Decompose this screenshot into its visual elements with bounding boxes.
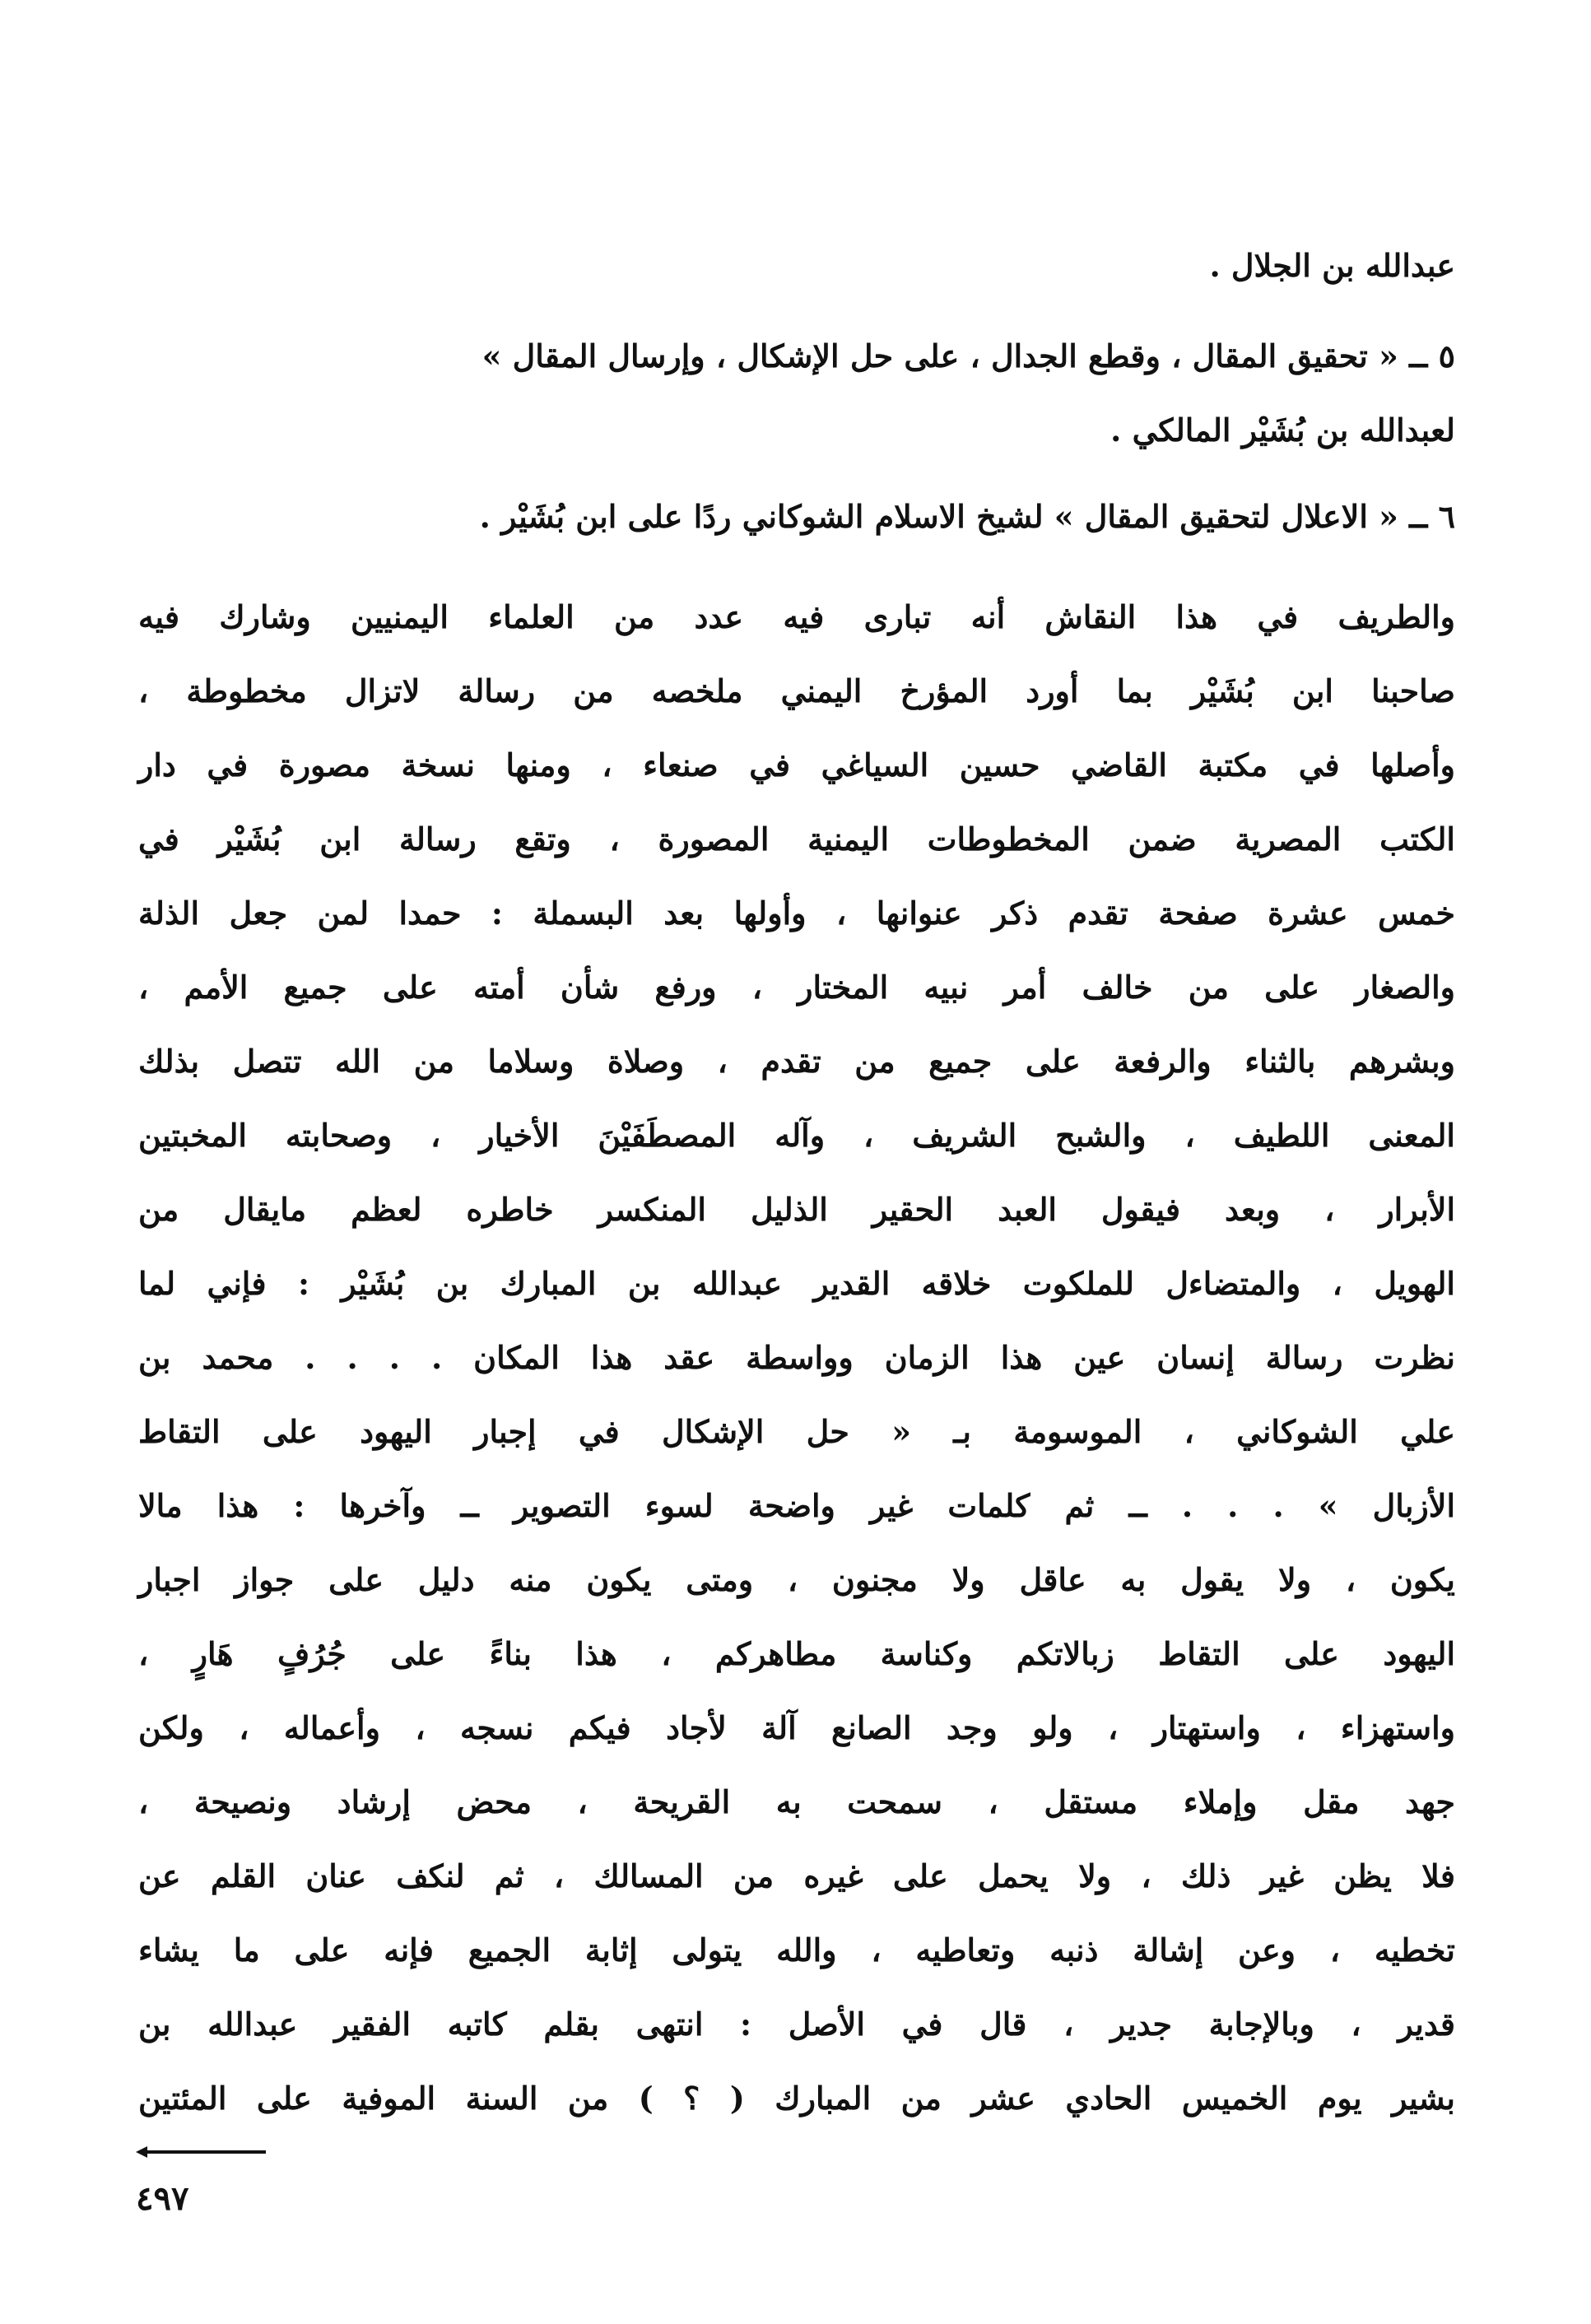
paragraph-line: نظرت رسالة إنسان عين هذا الزمان وواسطة عقد هذا المكان . . . . محمد بن [138,1339,1455,1376]
paragraph-line: والصغار على من خالف أمر نبيه المختار ، ورفع شأن أمته على جميع الأمم ، [138,969,1455,1006]
paragraph-line: الكتب المصرية ضمن المخطوطات اليمنية المصورة ، وتقع رسالة ابن بُشَيْر في [138,820,1455,858]
list-item-6-line-1: ٦ ــ « الاعلال لتحقيق المقال » لشيخ الاسلام الشوكاني ردًا على ابن بُشَيْر . [479,498,1455,535]
paragraph-line: علي الشوكاني ، الموسومة بـ « حل الإشكال في إجبار اليهود على التقاط [138,1413,1455,1450]
paragraph-line: الهويل ، والمتضاءل للملكوت خلاقه القدير عبدالله بن المبارك بن بُشَيْر : فإني لما [138,1265,1455,1302]
paragraph-line: والطريف في هذا النقاش أنه تبارى فيه عدد من العلماء اليمنيين وشارك فيه [138,598,1455,635]
page-number: ٤٩٧ [136,2179,189,2218]
paragraph-line: الأزبال » . . . ــ ثم كلمات غير واضحة لسوء التصوير ــ وآخرها : هذا مالا [138,1487,1455,1524]
paragraph-line: صاحبنا ابن بُشَيْر بما أورد المؤرخ اليمني ملخصه من رسالة لاتزال مخطوطة ، [138,672,1455,709]
list-item-5-line-2: لعبدالله بن بُشَيْر المالكي . [1110,411,1455,449]
paragraph-line: بشير يوم الخميس الحادي عشر من المبارك ( ؟ ) من السنة الموفية على المئتين [138,2080,1455,2117]
list-item-5-line-1: ٥ ــ « تحقيق المقال ، وقطع الجدال ، على حل الإشكال ، وإرسال المقال » [481,337,1455,374]
paragraph-line: تخطيه ، وعن إشالة ذنبه وتعاطيه ، والله يتولى إثابة الجميع فإنه على ما يشاء [138,1931,1455,1968]
paragraph-line: قدير ، وبالإجابة جدير ، قال في الأصل : انتهى بقلم كاتبه الفقير عبدالله بن [138,2006,1455,2043]
paragraph-line: يكون ، ولا يقول به عاقل ولا مجنون ، ومتى يكون منه دليل على جواز اجبار [138,1561,1455,1598]
paragraph-line: الأبرار ، وبعد فيقول العبد الحقير الذليل المنكسر خاطره لعظم مايقال من [138,1191,1455,1228]
paragraph-line: وبشرهم بالثناء والرفعة على جميع من تقدم ، وصلاة وسلاما من الله تتصل بذلك [138,1043,1455,1080]
paragraph-line: جهد مقل وإملاء مستقل ، سمحت به القريحة ، محض إرشاد ونصيحة ، [138,1783,1455,1820]
paragraph-line: واستهزاء ، واستهتار ، ولو وجد الصانع آلة لأجاد فيكم نسجه ، وأعماله ، ولكن [138,1709,1455,1746]
paragraph-line: فلا يظن غير ذلك ، ولا يحمل على غيره من المسالك ، ثم لنكف عنان القلم عن [138,1857,1455,1894]
paragraph-line: وأصلها في مكتبة القاضي حسين السياغي في صنعاء ، ومنها نسخة مصورة في دار [138,746,1455,783]
paragraph-line: خمس عشرة صفحة تقدم ذكر عنوانها ، وأولها بعد البسملة : حمدا لمن جعل الذلة [138,895,1455,932]
left-arrow-icon [136,2144,267,2160]
main-paragraph [138,580,1455,2136]
paragraph-line: اليهود على التقاط زبالاتكم وكناسة مطاهركم ، هذا بناءً على جُرُفٍ هَارٍ ، [138,1635,1455,1672]
paragraph-line: المعنى اللطيف ، والشبح الشريف ، وآله المصطَفَيْنَ الأخيار ، وصحابته المخبتين [138,1117,1455,1154]
top-line: عبدالله بن الجلال . [1209,247,1455,284]
